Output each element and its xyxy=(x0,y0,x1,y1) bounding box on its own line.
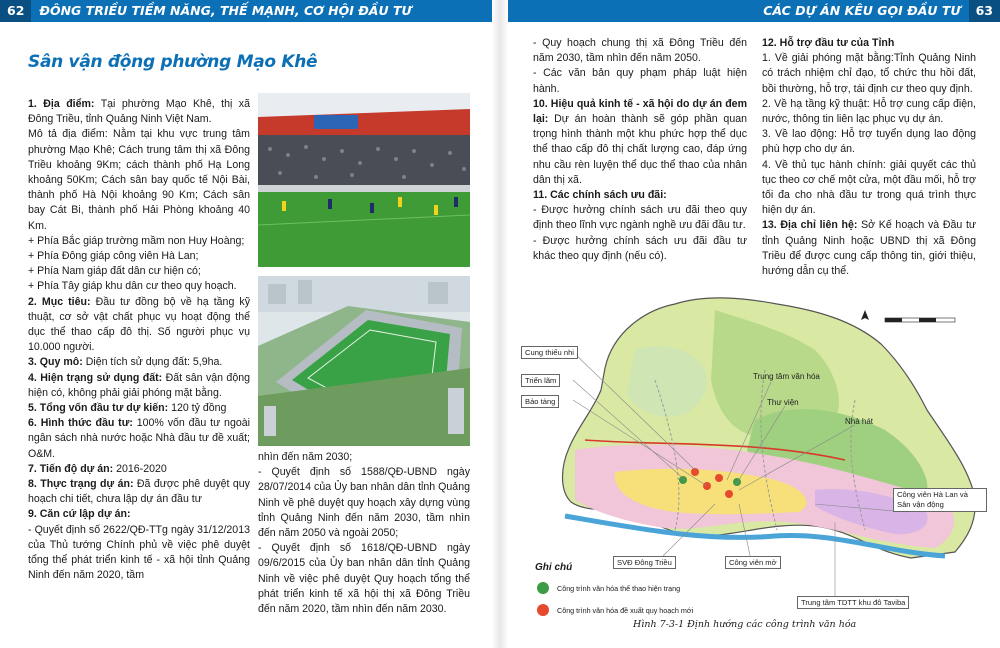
paragraph-text: - Quyết định số 2622/QĐ-TTg ngày 31/12/2013 của Thủ tướng Chính phủ về việc phê duyệt tổng thể phát triển kinh tế - xã hội tỉnh Quảng Ninh đến năm 2020, tầm xyxy=(28,523,250,582)
paragraph-text: Đầu tư đồng bộ về hạ tầng kỹ thuật, cơ sở vật chất phục vụ hoạt động thể dục thể thao cấp đô thị. Số người phục vụ 10.000 người. xyxy=(28,295,250,354)
paragraph-text: 2016-2020 xyxy=(113,462,167,475)
paragraph-heading: 12. Hỗ trợ đầu tư của Tỉnh xyxy=(762,37,895,49)
paragraph-heading: 4. Hiện trạng sử dụng đất: xyxy=(28,371,163,384)
culture-facilities-map xyxy=(515,290,985,640)
paragraph xyxy=(533,188,747,203)
paragraph-text: Dự án hoàn thành sẽ góp phần quan trọng hình thành một khu phức hợp thể dục thể thao cấp đô thị chất lượng cao, đáp ứng nhu cầu rèn luyện thể dục thể thao của nhân dân thị xã. xyxy=(533,113,747,186)
map-label-svd-dong-trieu: SVĐ Đông Triều xyxy=(613,556,676,569)
paragraph-heading: 7. Tiến độ dự án: xyxy=(28,462,114,475)
paragraph-text: 4. Về thủ tục hành chính: giải quyết các thủ tục theo cơ chế một cửa, một đầu mối, hỗ trợ tối đa cho nhà đầu tư trong quá trình thực hiện dự án. xyxy=(762,158,976,217)
right-header-title: CÁC DỰ ÁN KÊU GỌI ĐẦU TƯ xyxy=(763,3,961,18)
paragraph-text: Diện tích sử dụng đất: 5,9ha. xyxy=(82,356,223,369)
paragraph xyxy=(762,127,976,157)
paragraph xyxy=(533,97,747,188)
map-caption: Hình 7-3-1 Định hướng các công trình văn hóa xyxy=(633,619,857,630)
paragraph xyxy=(28,279,250,294)
paragraph-text: 100% vốn đầu tư ngoài ngân sách nhà nước hoặc Nhà đầu tư đề xuất; O&M. xyxy=(28,417,250,460)
left-header-title: ĐÔNG TRIỀU TIỀM NĂNG, THẾ MẠNH, CƠ HỘI ĐẦU TƯ xyxy=(39,3,412,18)
paragraph-heading: 6. Hình thức đầu tư: xyxy=(28,417,133,430)
paragraph-text: + Phía Tây giáp khu dân cư theo quy hoạch. xyxy=(28,280,237,293)
paragraph-text: Đã được phê duyệt quy hoạch chi tiết, chưa lập dự án đầu tư xyxy=(28,478,250,506)
paragraph-heading: 3. Quy mô: xyxy=(28,356,83,369)
paragraph-text: - Quyết định số 1588/QĐ-UBND ngày 28/07/2014 của Ủy ban nhân dân tỉnh Quảng Ninh về phê duyệt quy hoạch xây dựng vùng tỉnh Quảng Ninh đến năm 2030, tầm nhìn đến năm 2050 và ngoài 2050; xyxy=(258,466,470,540)
paragraph-heading: 5. Tổng vốn đầu tư dự kiến: xyxy=(28,402,169,415)
paragraph xyxy=(28,371,250,401)
paragraph xyxy=(533,36,747,66)
paragraph-text: - Quy hoạch chung thị xã Đông Triều đến năm 2030, tầm nhìn đến năm 2050. xyxy=(533,37,747,65)
paragraph xyxy=(258,450,470,465)
paragraph-text: 1. Về giải phóng mặt bằng:Tỉnh Quảng Ninh có trách nhiệm chỉ đạo, tổ chức thu hồi đất, bồi thường, hỗ trợ, tái định cư theo quy định. xyxy=(762,52,976,95)
paragraph-text: - Quyết định số 1618/QĐ-UBND ngày 09/6/2015 của Ủy ban nhân dân tỉnh Quảng Ninh về việc phê duyệt Quy hoạch tổng thể phát triển kinh tế xã hội thị xã Đông Triều đến năm 2020, tầm nhìn đến năm 2030. xyxy=(258,542,470,616)
paragraph xyxy=(762,158,976,219)
left-page-number: 62 xyxy=(0,0,31,22)
paragraph-text: - Các văn bản quy phạm pháp luật hiện hành. xyxy=(533,67,747,95)
map-label-cung-thieu-nhi: Cung thiếu nhi xyxy=(521,346,578,359)
paragraph xyxy=(28,295,250,356)
paragraph xyxy=(533,234,747,264)
text-column-1 xyxy=(28,97,250,584)
right-page-number: 63 xyxy=(969,0,1000,22)
paragraph xyxy=(762,97,976,127)
paragraph-text: + Phía Đông giáp công viên Hà Lan; xyxy=(28,250,199,263)
paragraph xyxy=(28,462,250,477)
paragraph xyxy=(28,523,250,584)
text-column-2 xyxy=(258,450,470,617)
paragraph-text: + Phía Bắc giáp trường mầm non Huy Hoàng; xyxy=(28,234,245,247)
text-column-4 xyxy=(762,36,976,279)
paragraph-text: + Phía Nam giáp đất dân cư hiện có; xyxy=(28,265,201,278)
stadium-match-photo xyxy=(258,93,470,267)
paragraph xyxy=(28,416,250,462)
paragraph xyxy=(258,465,470,541)
paragraph xyxy=(762,51,976,97)
right-page-header xyxy=(508,0,1000,22)
stadium-aerial-render xyxy=(258,276,470,446)
paragraph xyxy=(28,507,250,522)
paragraph xyxy=(28,401,250,416)
map-legend-title: Ghi chú xyxy=(535,562,573,573)
paragraph xyxy=(533,203,747,233)
map-label-trung-tam-van-hoa: Trung tâm văn hóa xyxy=(753,372,820,381)
map-label-cong-vien-mo: Công viên mở xyxy=(725,556,781,569)
paragraph-text: 3. Về lao động: Hỗ trợ tuyển dụng lao động phù hợp cho dự án. xyxy=(762,128,976,156)
paragraph-text: Mô tả địa điểm: Nằm tại khu vực trung tâm phường Mạo Khê; Cách trung tâm thị xã Đông Triều khoảng 9Km; cách thành phố Hạ Long khoảng 50Km; Cách sân bay quốc tế Nội Bài, thành phố Hà Nội khoảng 90 Km; Cách sân bay Cát Bi, thành phố Hải Phòng khoảng 40 Km. xyxy=(28,128,250,232)
paragraph xyxy=(28,264,250,279)
paragraph xyxy=(28,127,250,233)
map-label-thu-vien: Thư viện xyxy=(767,398,799,407)
paragraph-text: Tại phường Mạo Khê, thị xã Đông Triều, tỉnh Quảng Ninh Việt Nam. xyxy=(28,98,250,126)
paragraph-text: - Được hưởng chính sách ưu đãi đầu tư khác theo quy định (nếu có). xyxy=(533,234,747,262)
map-label-nha-hat: Nhà hát xyxy=(845,417,874,426)
article-title: Sân vận động phường Mạo Khê xyxy=(28,52,318,72)
paragraph-heading: 13. Địa chỉ liên hệ: xyxy=(762,219,858,232)
map-label-bao-tang: Bảo tàng xyxy=(521,395,559,408)
page-gutter xyxy=(492,0,508,648)
paragraph xyxy=(762,36,976,51)
paragraph xyxy=(258,541,470,617)
map-legend-proposed: Công trình văn hóa đề xuất quy hoạch mới xyxy=(557,606,694,615)
paragraph-text: - Được hưởng chính sách ưu đãi theo quy định theo lĩnh vực ngành nghề ưu đãi đầu tư. xyxy=(533,204,747,232)
map-label-cong-vien-ha-lan: Công viên Hà Lan và Sân vận động xyxy=(893,488,987,512)
paragraph xyxy=(28,355,250,370)
map-label-trung-tam-tdtt: Trung tâm TDTT khu đô Taviba xyxy=(797,596,909,609)
map-legend-existing: Công trình văn hóa thể thao hiện trạng xyxy=(557,584,681,593)
paragraph-text: 2. Về hạ tầng kỹ thuật: Hỗ trợ cung cấp điện, nước, thông tin liên lạc phục vụ dự án. xyxy=(762,97,976,126)
paragraph-text: Đất sân vận động hiện có, không phải giải phóng mặt bằng. xyxy=(28,371,250,399)
left-page-header xyxy=(0,0,492,22)
paragraph xyxy=(28,249,250,264)
paragraph-text: Sở Kế hoạch và Đầu tư tỉnh Quảng Ninh hoặc UBND thị xã Đông Triều để được cung cấp thông tin, giới thiệu, hướng dẫn cụ thể. xyxy=(762,219,977,278)
paragraph xyxy=(533,66,747,96)
paragraph xyxy=(28,477,250,507)
paragraph xyxy=(28,97,250,127)
paragraph-heading: 8. Thực trạng dự án: xyxy=(28,478,134,491)
paragraph-text: nhìn đến năm 2030; xyxy=(258,451,353,463)
paragraph xyxy=(762,218,976,279)
paragraph-heading: 1. Địa điểm: xyxy=(28,98,95,110)
paragraph-heading: 2. Mục tiêu: xyxy=(28,295,91,308)
paragraph xyxy=(28,234,250,249)
paragraph-heading: 9. Căn cứ lập dự án: xyxy=(28,508,131,521)
map-label-trien-lam: Triển lãm xyxy=(521,374,560,387)
text-column-3 xyxy=(533,36,747,264)
paragraph-heading: 11. Các chính sách ưu đãi: xyxy=(533,189,667,202)
paragraph-heading: 10. Hiệu quả kinh tế - xã hội do dự án đem lại: xyxy=(533,97,747,126)
paragraph-text: 120 tỷ đồng xyxy=(168,402,227,415)
